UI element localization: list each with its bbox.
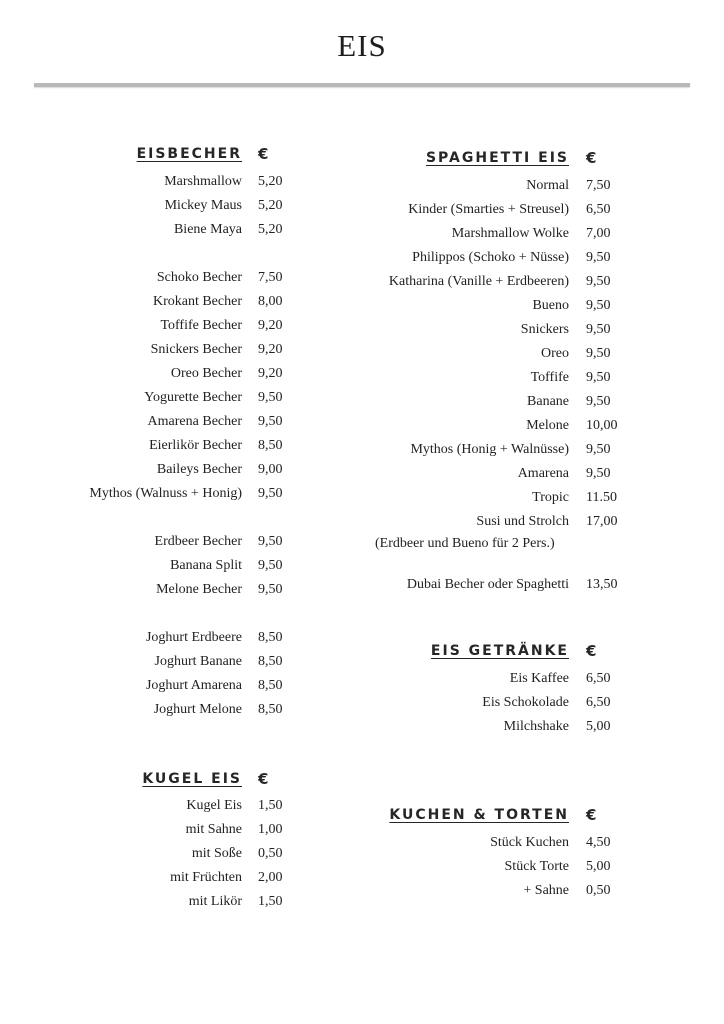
item-name: Kugel Eis [186, 798, 242, 813]
item-name: Stück Torte [504, 859, 569, 874]
section-title: KUGEL EIS [142, 771, 242, 787]
item-name: Amarena Becher [147, 414, 242, 429]
item-name: Amarena [517, 466, 569, 481]
item-price: 2,00 [258, 870, 283, 885]
item-name: Oreo Becher [170, 366, 242, 381]
item-name: Melone [526, 418, 569, 433]
menu-item-row [0, 881, 724, 901]
item-name: Snickers [520, 322, 569, 337]
item-price: 9,50 [258, 486, 283, 501]
item-name: Schoko Becher [156, 270, 242, 285]
item-price: 7,00 [586, 226, 611, 241]
item-price: 9,50 [586, 346, 611, 361]
spaghetti-note: (Erdbeer und Bueno für 2 Pers.) [375, 536, 555, 551]
section-title: KUCHEN & TORTEN [389, 807, 569, 823]
item-name: Bueno [532, 298, 569, 313]
item-name: Toffife Becher [160, 318, 242, 333]
item-price: 17,00 [586, 514, 618, 529]
item-name: Tropic [532, 490, 569, 505]
item-name: Yogurette Becher [144, 390, 242, 405]
item-price: 5,00 [586, 859, 611, 874]
item-name: Marshmallow [164, 174, 242, 189]
item-price: 6,50 [586, 671, 611, 686]
item-price: 9,20 [258, 318, 283, 333]
currency-symbol: € [258, 145, 269, 163]
item-price: 9,50 [586, 274, 611, 289]
item-name: Joghurt Erdbeere [145, 630, 242, 645]
menu-item-row [0, 833, 724, 853]
item-price: 9,50 [586, 466, 611, 481]
section-title: EIS GETRÄNKE [430, 643, 569, 659]
item-price: 0,50 [258, 846, 283, 861]
item-price: 8,00 [258, 294, 283, 309]
item-name: Erdbeer Becher [154, 534, 242, 549]
item-price: 9,50 [586, 394, 611, 409]
item-price: 1,50 [258, 894, 283, 909]
item-name: Krokant Becher [152, 294, 242, 309]
item-name: Joghurt Amarena [145, 678, 242, 693]
item-price: 0,50 [586, 883, 611, 898]
item-name: Marshmallow Wolke [451, 226, 569, 241]
currency-symbol: € [586, 149, 597, 167]
item-name: Stück Kuchen [490, 835, 569, 850]
item-price: 9,50 [586, 370, 611, 385]
item-price: 10,00 [586, 418, 618, 433]
item-price: 8,50 [258, 678, 283, 693]
item-price: 9,50 [586, 250, 611, 265]
menu-item-row [0, 857, 724, 877]
item-price: 9,50 [586, 298, 611, 313]
item-price: 7,50 [258, 270, 283, 285]
item-name: Mickey Maus [164, 198, 242, 213]
item-name: Philippos (Schoko + Nüsse) [412, 250, 569, 265]
page-title: EIS [337, 28, 387, 63]
item-price: 1,00 [258, 822, 283, 837]
item-price: 9,50 [258, 582, 283, 597]
item-name: Susi und Strolch [476, 514, 569, 529]
item-name: Normal [526, 178, 569, 193]
item-price: 9,50 [258, 558, 283, 573]
item-name: Oreo [541, 346, 569, 361]
item-price: 5,20 [258, 174, 283, 189]
item-price: 6,50 [586, 695, 611, 710]
item-name: mit Soße [191, 846, 242, 861]
item-name: Baileys Becher [156, 462, 242, 477]
item-name: + Sahne [523, 883, 569, 898]
item-name: mit Früchten [170, 870, 242, 885]
item-name: Kinder (Smarties + Streusel) [408, 202, 569, 217]
item-name: Katharina (Vanille + Erdbeeren) [388, 274, 569, 289]
item-price: 9,20 [258, 342, 283, 357]
item-price: 11.50 [586, 490, 617, 505]
item-price: 8,50 [258, 702, 283, 717]
item-price: 5,00 [586, 719, 611, 734]
item-price: 6,50 [586, 202, 611, 217]
currency-symbol: € [258, 770, 269, 788]
item-price: 13,50 [586, 577, 618, 592]
item-name: Banana Split [170, 558, 242, 573]
item-name: Toffife [530, 370, 569, 385]
item-price: 8,50 [258, 630, 283, 645]
item-price: 9,50 [258, 534, 283, 549]
item-price: 9,20 [258, 366, 283, 381]
item-name: Mythos (Honig + Walnüsse) [410, 442, 569, 457]
item-price: 9,50 [586, 322, 611, 337]
item-name: Snickers Becher [150, 342, 242, 357]
section-title: SPAGHETTI EIS [425, 150, 569, 166]
item-name: Joghurt Melone [153, 702, 242, 717]
item-price: 4,50 [586, 835, 611, 850]
item-price: 8,50 [258, 654, 283, 669]
item-name: Eis Schokolade [482, 695, 569, 710]
item-price: 5,20 [258, 198, 283, 213]
section-title: EISBECHER [136, 146, 242, 162]
item-name: Milchshake [503, 719, 569, 734]
item-price: 9,50 [586, 442, 611, 457]
item-price: 9,00 [258, 462, 283, 477]
item-price: 9,50 [258, 390, 283, 405]
item-name: Joghurt Banane [154, 654, 242, 669]
item-price: 9,50 [258, 414, 283, 429]
item-name: Eierlikör Becher [149, 438, 242, 453]
item-name: Banane [527, 394, 569, 409]
currency-symbol: € [586, 642, 597, 660]
item-price: 7,50 [586, 178, 611, 193]
item-name: Biene Maya [173, 222, 242, 237]
item-name: mit Likör [188, 894, 242, 909]
item-price: 1,50 [258, 798, 283, 813]
item-price: 8,50 [258, 438, 283, 453]
item-name: Melone Becher [156, 582, 242, 597]
item-name: Eis Kaffee [509, 671, 569, 686]
currency-symbol: € [586, 806, 597, 824]
item-name: Mythos (Walnuss + Honig) [89, 486, 242, 501]
item-name: mit Sahne [185, 822, 242, 837]
item-price: 5,20 [258, 222, 283, 237]
item-name: Dubai Becher oder Spaghetti [406, 577, 569, 592]
